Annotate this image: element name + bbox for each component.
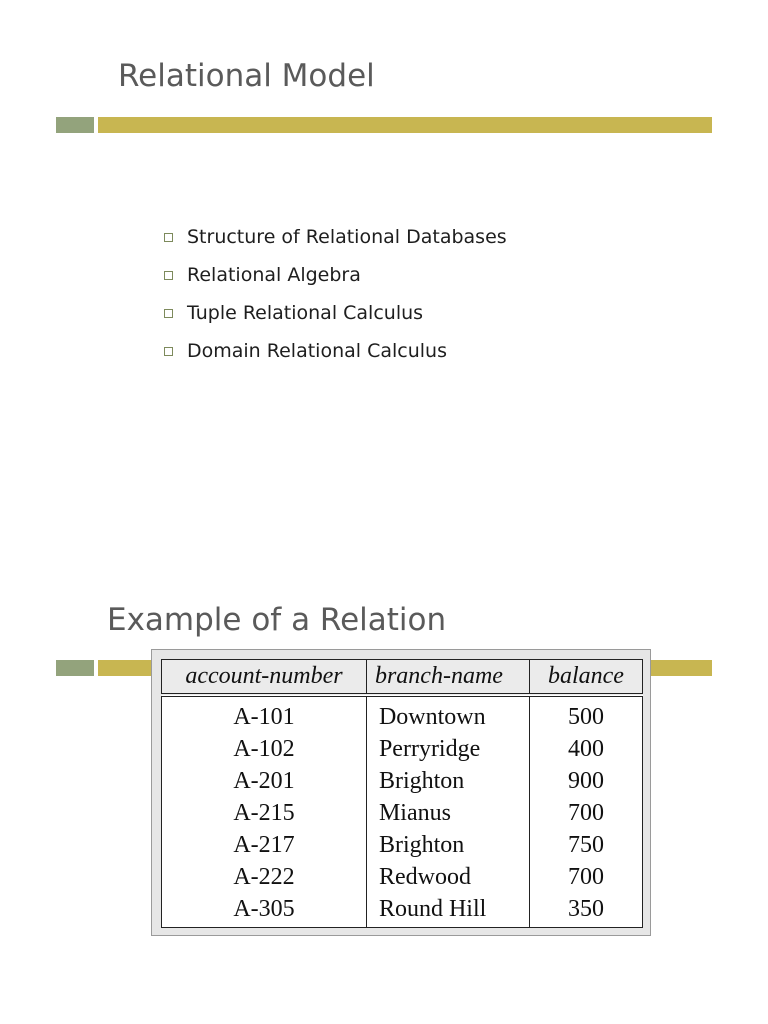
relation-table	[161, 659, 643, 928]
table-cell: 900	[529, 765, 642, 797]
title-divider-accent	[56, 660, 94, 676]
table-cell: Brighton	[366, 765, 529, 797]
bullet-text: Tuple Relational Calculus	[187, 302, 424, 324]
table-cell: Redwood	[366, 861, 529, 893]
title-divider-accent	[56, 117, 94, 133]
relation-figure	[151, 649, 651, 936]
slide-title: Example of a Relation	[107, 602, 447, 638]
table-row	[162, 797, 643, 829]
table-row	[162, 765, 643, 797]
table-cell: Mianus	[366, 797, 529, 829]
table-cell: Round Hill	[366, 893, 529, 928]
table-row	[162, 733, 643, 765]
bullet-text: Structure of Relational Databases	[187, 226, 507, 248]
table-cell: A-305	[162, 893, 367, 928]
square-bullet-icon	[164, 309, 173, 318]
table-row	[162, 829, 643, 861]
square-bullet-icon	[164, 271, 173, 280]
table-cell: Brighton	[366, 829, 529, 861]
title-divider-bar	[98, 117, 712, 133]
table-header-row	[162, 660, 643, 696]
table-cell: Downtown	[366, 695, 529, 733]
table-cell: A-217	[162, 829, 367, 861]
column-header: branch-name	[366, 660, 529, 696]
bullet-list	[164, 218, 507, 370]
table-cell: 500	[529, 695, 642, 733]
bullet-text: Domain Relational Calculus	[187, 340, 447, 362]
bullet-text: Relational Algebra	[187, 264, 361, 286]
table-cell: A-101	[162, 695, 367, 733]
column-header: account-number	[162, 660, 367, 696]
column-header: balance	[529, 660, 642, 696]
bullet-item	[164, 294, 507, 332]
table-cell: Perryridge	[366, 733, 529, 765]
square-bullet-icon	[164, 233, 173, 242]
table-cell: 750	[529, 829, 642, 861]
table-cell: 400	[529, 733, 642, 765]
table-cell: A-215	[162, 797, 367, 829]
table-cell: 700	[529, 797, 642, 829]
table-row	[162, 695, 643, 733]
table-row	[162, 861, 643, 893]
table-cell: 700	[529, 861, 642, 893]
table-row	[162, 893, 643, 928]
bullet-item	[164, 218, 507, 256]
bullet-item	[164, 256, 507, 294]
slide-title: Relational Model	[118, 58, 375, 94]
table-cell: A-102	[162, 733, 367, 765]
table-cell: A-201	[162, 765, 367, 797]
table-cell: 350	[529, 893, 642, 928]
bullet-item	[164, 332, 507, 370]
table-cell: A-222	[162, 861, 367, 893]
square-bullet-icon	[164, 347, 173, 356]
